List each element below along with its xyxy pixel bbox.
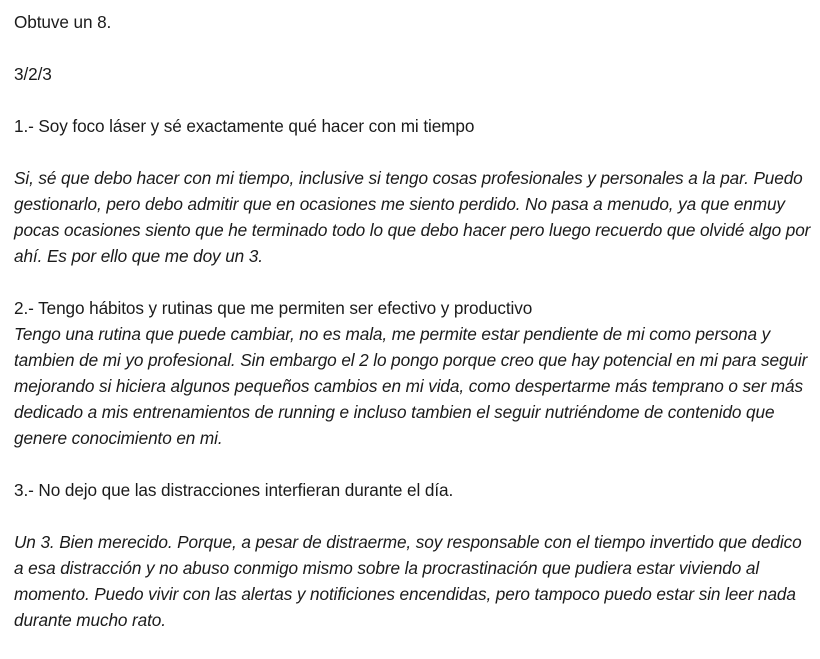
question-3-answer: Un 3. Bien merecido. Porque, a pesar de distraerme, soy responsable con el tiempo invertido que dedico a esa distracción y no abuso conmigo mismo sobre la procrastinación que pudiera estar viviendo al momento. Puedo vivir con las alertas y notificiones encendidas, pero tampoco puedo estar sin leer nada durante mucho rato. bbox=[14, 532, 802, 630]
question-1-heading: 1.- Soy foco láser y sé exactamente qué hacer con mi tiempo bbox=[14, 116, 475, 136]
grade-line: Obtuve un 8. bbox=[14, 12, 112, 32]
document-body bbox=[14, 9, 814, 659]
question-2-heading: 2.- Tengo hábitos y rutinas que me permiten ser efectivo y productivo bbox=[14, 298, 533, 318]
question-2-answer: Tengo una rutina que puede cambiar, no es mala, me permite estar pendiente de mi como persona y tambien de mi yo profesional. Sin embargo el 2 lo pongo porque creo que hay potencial en mi para seguir mejorando si hiciera algunos pequeños cambios en mi vida, como despertarme más temprano o ser más dedicado a mis entrenamientos de running e incluso tambien el seguir nutriéndome de contenido que genere conocimiento en mi. bbox=[14, 324, 808, 448]
scores-line: 3/2/3 bbox=[14, 64, 52, 84]
question-1-answer: Si, sé que debo hacer con mi tiempo, inclusive si tengo cosas profesionales y personales a la par. Puedo gestionarlo, pero debo admitir que en ocasiones me siento perdido. No pasa a menudo, ya que enmuy pocas ocasiones siento que he terminado todo lo que debo hacer pero luego recuerdo que olvidé algo por ahí. Es por ello que me doy un 3. bbox=[14, 168, 811, 266]
question-3-heading: 3.- No dejo que las distracciones interfieran durante el día. bbox=[14, 480, 454, 500]
